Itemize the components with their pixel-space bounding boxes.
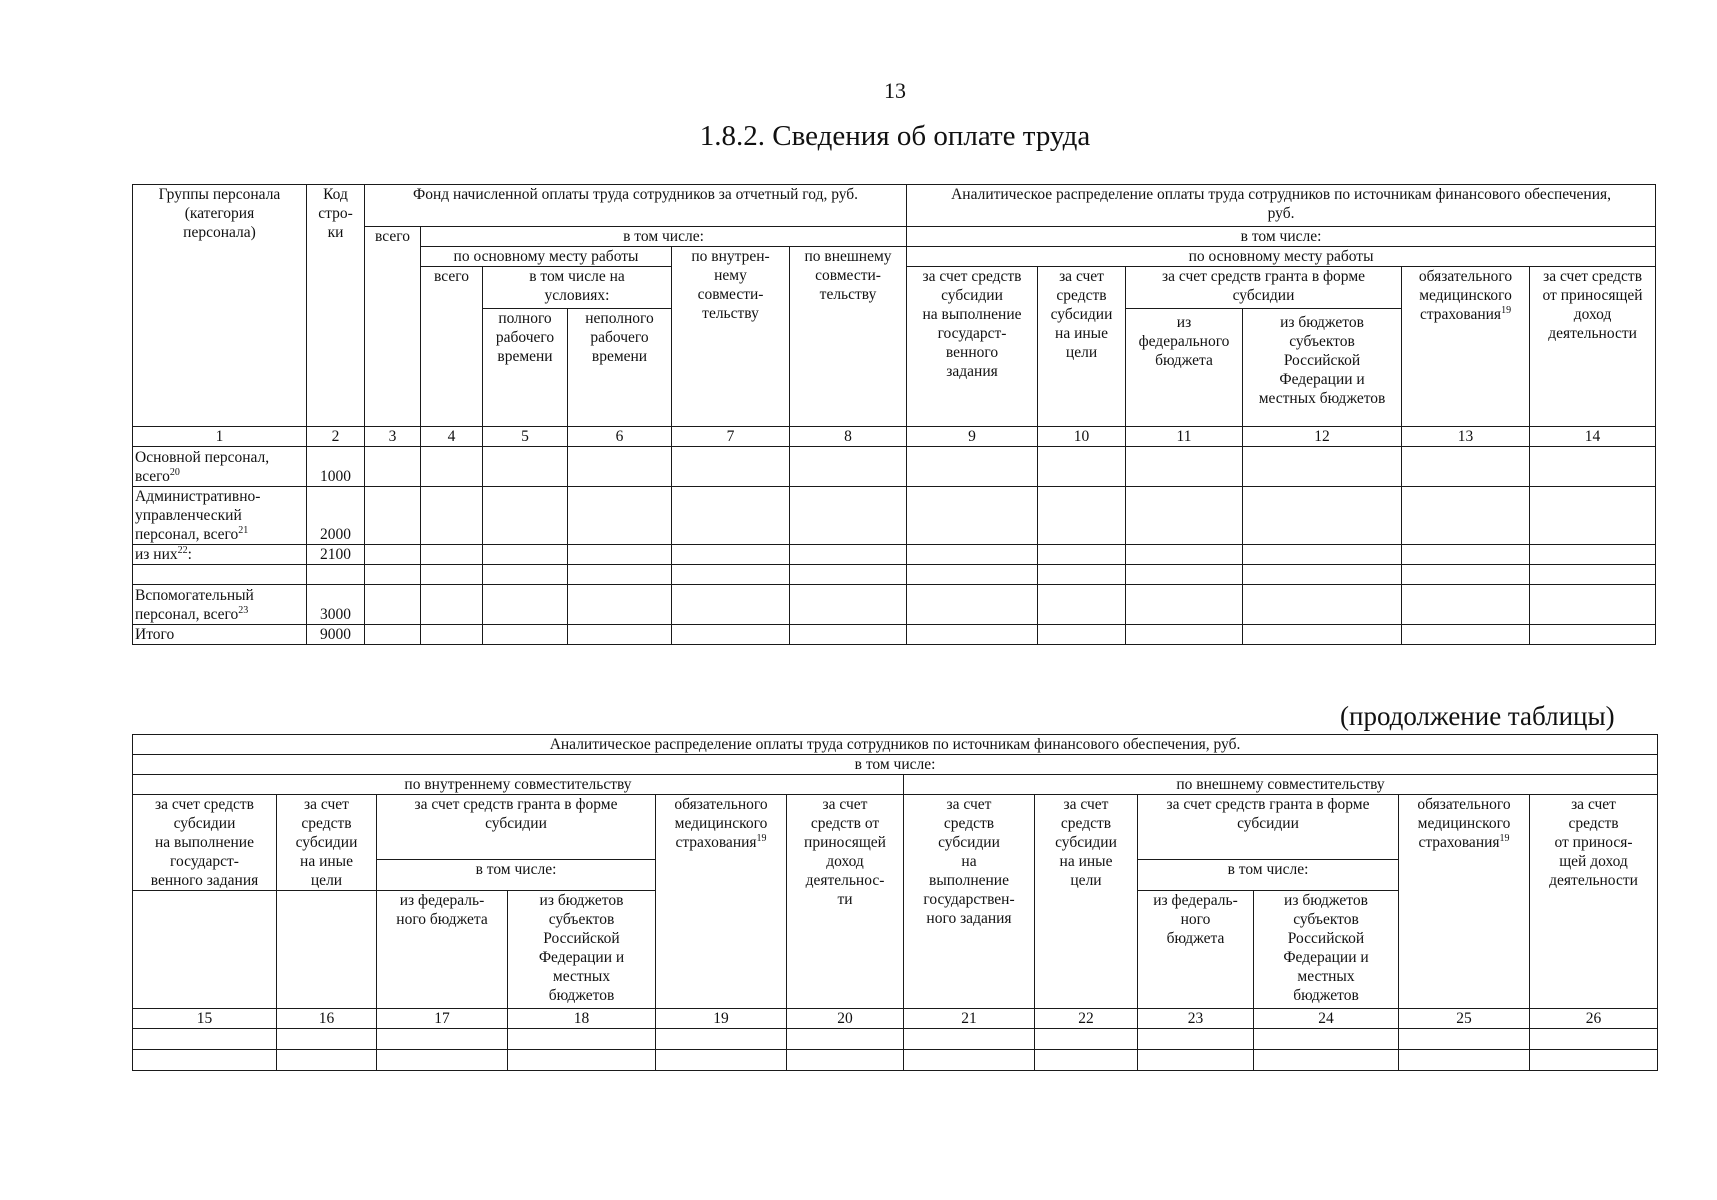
data-cell[interactable]	[483, 565, 568, 585]
column-numbers-row-cont	[133, 1009, 1658, 1029]
data-cell[interactable]	[1399, 1050, 1530, 1071]
data-cell[interactable]	[1126, 585, 1243, 625]
data-cell[interactable]	[1402, 545, 1530, 565]
row-label: Основной персонал, всего$^{20}$	[133, 447, 307, 487]
data-cell[interactable]	[365, 625, 421, 645]
data-cell[interactable]	[1035, 1050, 1138, 1071]
column-number: 8	[790, 427, 907, 447]
data-cell[interactable]	[907, 565, 1038, 585]
data-cell[interactable]	[672, 565, 790, 585]
data-cell[interactable]	[1402, 585, 1530, 625]
column-numbers-row	[133, 427, 1656, 447]
data-cell[interactable]	[907, 487, 1038, 545]
data-cell[interactable]	[1126, 625, 1243, 645]
data-cell[interactable]	[421, 545, 483, 565]
column-number: 15	[133, 1009, 277, 1029]
column-number: 12	[1243, 427, 1402, 447]
footnote-ref: 19	[756, 832, 767, 844]
data-cell[interactable]	[421, 447, 483, 487]
data-cell[interactable]	[365, 487, 421, 545]
column-number: 18	[508, 1009, 656, 1029]
data-cell[interactable]	[1035, 1029, 1138, 1050]
footnote-ref: 21	[238, 524, 249, 536]
data-cell[interactable]	[1038, 447, 1126, 487]
data-cell[interactable]	[1126, 447, 1243, 487]
wage-table-continuation	[132, 734, 1658, 1071]
part-time-header: неполного рабочего времени	[568, 309, 672, 427]
data-cell[interactable]	[790, 625, 907, 645]
table-row	[133, 545, 1656, 565]
grant-including-int: в том числе:	[377, 860, 656, 891]
subsidy-other-header: за счет средств субсидии на иные цели	[1038, 267, 1126, 427]
column-number: 20	[787, 1009, 904, 1029]
row-label: из них$^{22}$:	[133, 545, 307, 565]
footnote-ref: 22	[177, 544, 188, 556]
data-cell[interactable]	[1530, 545, 1656, 565]
data-cell[interactable]	[672, 487, 790, 545]
main-place-header-right: по основному месту работы	[907, 247, 1656, 267]
column-number: 4	[421, 427, 483, 447]
column-number: 2	[307, 427, 365, 447]
data-cell[interactable]	[568, 625, 672, 645]
data-cell[interactable]	[365, 447, 421, 487]
data-cell[interactable]	[568, 487, 672, 545]
data-cell[interactable]	[1254, 1029, 1399, 1050]
data-cell[interactable]	[421, 585, 483, 625]
external-header: по внешнему совмести- тельству	[790, 247, 907, 427]
column-number: 13	[1402, 427, 1530, 447]
data-cell[interactable]	[672, 625, 790, 645]
income-header: за счет средств от приносящей доход деятельности	[1530, 267, 1656, 427]
column-number: 21	[904, 1009, 1035, 1029]
column-number: 16	[277, 1009, 377, 1029]
subsidy-task-ext: за счет средств субсидии на выполнение государствен- ного задания	[904, 795, 1035, 1009]
data-cell[interactable]	[787, 1029, 904, 1050]
including-header-right: в том числе:	[907, 227, 1656, 247]
federal-ext: из федераль- ного бюджета	[1138, 891, 1254, 1009]
data-cell[interactable]	[1038, 545, 1126, 565]
data-cell[interactable]	[907, 447, 1038, 487]
row-label: Административно- управленческий персонал, всего$^{21}$	[133, 487, 307, 545]
federal-budget-header: из федерального бюджета	[1126, 309, 1243, 427]
subsidy-task-int: за счет средств субсидии на выполнение государст- венного задания	[133, 795, 277, 891]
data-cell[interactable]	[672, 545, 790, 565]
analytic-header-cont: Аналитическое распределение оплаты труда сотрудников по источникам финансового обеспечения, руб.	[133, 735, 1658, 755]
row-code: 2000	[307, 487, 365, 545]
table-row	[133, 585, 1656, 625]
data-cell[interactable]	[508, 1029, 656, 1050]
insurance-header: обязательного медицинского страхования$^{19}$	[1402, 267, 1530, 427]
analytic-header: Аналитическое распределение оплаты труда сотрудников по источникам финансового обеспечения, руб.	[907, 185, 1656, 227]
column-number: 7	[672, 427, 790, 447]
data-cell[interactable]	[421, 565, 483, 585]
groups-header: Группы персонала (категория персонала)	[133, 185, 307, 427]
data-cell[interactable]	[1038, 585, 1126, 625]
data-cell[interactable]	[483, 625, 568, 645]
fund-header: Фонд начисленной оплаты труда сотрудников за отчетный год, руб.	[365, 185, 907, 227]
data-cell[interactable]	[377, 1050, 508, 1071]
column-number: 11	[1126, 427, 1243, 447]
table-row	[133, 1029, 1658, 1050]
data-cell[interactable]	[483, 487, 568, 545]
data-cell[interactable]	[790, 487, 907, 545]
grant-int: за счет средств гранта в форме субсидии	[377, 795, 656, 860]
data-cell[interactable]	[1530, 1050, 1658, 1071]
data-cell[interactable]	[1530, 565, 1656, 585]
including-header: в том числе:	[421, 227, 907, 247]
continuation-label: (продолжение таблицы)	[1340, 701, 1615, 731]
data-cell[interactable]	[907, 545, 1038, 565]
grant-including-ext: в том числе:	[1138, 860, 1399, 891]
data-cell[interactable]	[421, 487, 483, 545]
data-cell[interactable]	[1138, 1050, 1254, 1071]
row-code	[307, 565, 365, 585]
data-cell[interactable]	[1126, 487, 1243, 545]
row-label: Итого	[133, 625, 307, 645]
footnote-ref: 19	[1501, 304, 1512, 316]
data-cell[interactable]	[277, 1050, 377, 1071]
data-cell[interactable]	[483, 585, 568, 625]
main-place-header: по основному месту работы	[421, 247, 672, 267]
data-cell[interactable]	[1530, 1029, 1658, 1050]
data-cell[interactable]	[1038, 487, 1126, 545]
data-cell[interactable]	[904, 1029, 1035, 1050]
row-code: 3000	[307, 585, 365, 625]
data-cell[interactable]	[1243, 545, 1402, 565]
column-number: 14	[1530, 427, 1656, 447]
federal-int: из федераль- ного бюджета	[377, 891, 508, 1009]
data-cell[interactable]	[1399, 1029, 1530, 1050]
column-number: 9	[907, 427, 1038, 447]
data-cell[interactable]	[1126, 565, 1243, 585]
data-cell[interactable]	[790, 447, 907, 487]
data-cell[interactable]	[483, 447, 568, 487]
data-cell[interactable]	[790, 585, 907, 625]
conditions-header: в том числе на условиях:	[483, 267, 672, 309]
column-number: 19	[656, 1009, 787, 1029]
table-row	[133, 625, 1656, 645]
data-cell[interactable]	[1402, 625, 1530, 645]
data-cell[interactable]	[1243, 487, 1402, 545]
code-header: Код стро- ки	[307, 185, 365, 427]
data-cell[interactable]	[508, 1050, 656, 1071]
data-cell[interactable]	[1402, 447, 1530, 487]
data-cell[interactable]	[568, 585, 672, 625]
data-cell[interactable]	[1530, 487, 1656, 545]
subsidy-task-header: за счет средств субсидии на выполнение государст- венного задания	[907, 267, 1038, 427]
row-code: 2100	[307, 545, 365, 565]
data-cell[interactable]	[365, 545, 421, 565]
data-cell[interactable]	[1138, 1029, 1254, 1050]
data-cell[interactable]	[377, 1029, 508, 1050]
data-cell[interactable]	[672, 585, 790, 625]
grant-ext: за счет средств гранта в форме субсидии	[1138, 795, 1399, 860]
data-cell[interactable]	[907, 625, 1038, 645]
data-cell[interactable]	[656, 1029, 787, 1050]
column-number: 10	[1038, 427, 1126, 447]
income-ext: за счет средств от принося- щей доход деятельности	[1530, 795, 1658, 1009]
regional-int: из бюджетов субъектов Российской Федерации и местных бюджетов	[508, 891, 656, 1009]
page-title: 1.8.2. Сведения об оплате труда	[699, 120, 1091, 152]
data-cell[interactable]	[1243, 565, 1402, 585]
data-cell[interactable]	[1530, 447, 1656, 487]
data-cell[interactable]	[1402, 487, 1530, 545]
table-row	[133, 565, 1656, 585]
column-number: 22	[1035, 1009, 1138, 1029]
table-row	[133, 487, 1656, 545]
column-number: 25	[1399, 1009, 1530, 1029]
total-header: всего	[365, 227, 421, 427]
data-cell[interactable]	[483, 545, 568, 565]
column-number: 26	[1530, 1009, 1658, 1029]
data-cell[interactable]	[1402, 565, 1530, 585]
data-cell[interactable]	[656, 1050, 787, 1071]
data-cell[interactable]	[421, 625, 483, 645]
subsidy-other-ext: за счет средств субсидии на иные цели	[1035, 795, 1138, 1009]
insurance-int: обязательного медицинского страхования$^{19}$	[656, 795, 787, 1009]
table-row	[133, 1050, 1658, 1071]
regional-ext: из бюджетов субъектов Российской Федерации и местных бюджетов	[1254, 891, 1399, 1009]
footnote-ref: 23	[238, 604, 249, 616]
insurance-ext: обязательного медицинского страхования$^{19}$	[1399, 795, 1530, 1009]
column-number: 3	[365, 427, 421, 447]
data-cell[interactable]	[568, 565, 672, 585]
data-cell[interactable]	[568, 447, 672, 487]
data-cell[interactable]	[787, 1050, 904, 1071]
data-cell[interactable]	[672, 447, 790, 487]
data-cell[interactable]	[790, 545, 907, 565]
total-inner-header: всего	[421, 267, 483, 427]
internal-header: по внутрен- нему совмести- тельству	[672, 247, 790, 427]
internal-header-cont: по внутреннему совместительству	[133, 775, 904, 795]
data-cell[interactable]	[1530, 585, 1656, 625]
data-cell[interactable]	[133, 1029, 277, 1050]
grant-header: за счет средств гранта в форме субсидии	[1126, 267, 1402, 309]
data-cell[interactable]	[568, 545, 672, 565]
data-cell[interactable]	[1038, 565, 1126, 585]
column-number: 23	[1138, 1009, 1254, 1029]
data-cell[interactable]	[1243, 625, 1402, 645]
column-number: 6	[568, 427, 672, 447]
row-code: 1000	[307, 447, 365, 487]
data-cell[interactable]	[277, 1029, 377, 1050]
footnote-ref: 20	[169, 466, 180, 478]
column-number: 5	[483, 427, 568, 447]
regional-budget-header: из бюджетов субъектов Российской Федерации и местных бюджетов	[1243, 309, 1402, 427]
data-cell[interactable]	[907, 585, 1038, 625]
data-cell[interactable]	[1243, 585, 1402, 625]
subsidy-other-int: за счет средств субсидии на иные цели	[277, 795, 377, 891]
row-label: Вспомогательный персонал, всего$^{23}$	[133, 585, 307, 625]
row-code: 9000	[307, 625, 365, 645]
data-cell[interactable]	[1254, 1050, 1399, 1071]
data-cell[interactable]	[904, 1050, 1035, 1071]
external-header-cont: по внешнему совместительству	[904, 775, 1658, 795]
column-number: 1	[133, 427, 307, 447]
data-cell[interactable]	[133, 1050, 277, 1071]
row-label	[133, 565, 307, 585]
including-header-cont: в том числе:	[133, 755, 1658, 775]
full-time-header: полного рабочего времени	[483, 309, 568, 427]
wage-table	[132, 184, 1656, 645]
data-cell[interactable]	[1530, 625, 1656, 645]
data-cell[interactable]	[790, 565, 907, 585]
page-number: 13	[884, 78, 906, 103]
data-cell[interactable]	[365, 565, 421, 585]
income-int: за счет средств от приносящей доход деятельнос- ти	[787, 795, 904, 1009]
column-number: 17	[377, 1009, 508, 1029]
footnote-ref: 19	[1499, 832, 1510, 844]
data-cell[interactable]	[365, 585, 421, 625]
table-row	[133, 447, 1656, 487]
data-cell[interactable]	[1243, 447, 1402, 487]
data-cell[interactable]	[1126, 545, 1243, 565]
column-number: 24	[1254, 1009, 1399, 1029]
data-cell[interactable]	[1038, 625, 1126, 645]
